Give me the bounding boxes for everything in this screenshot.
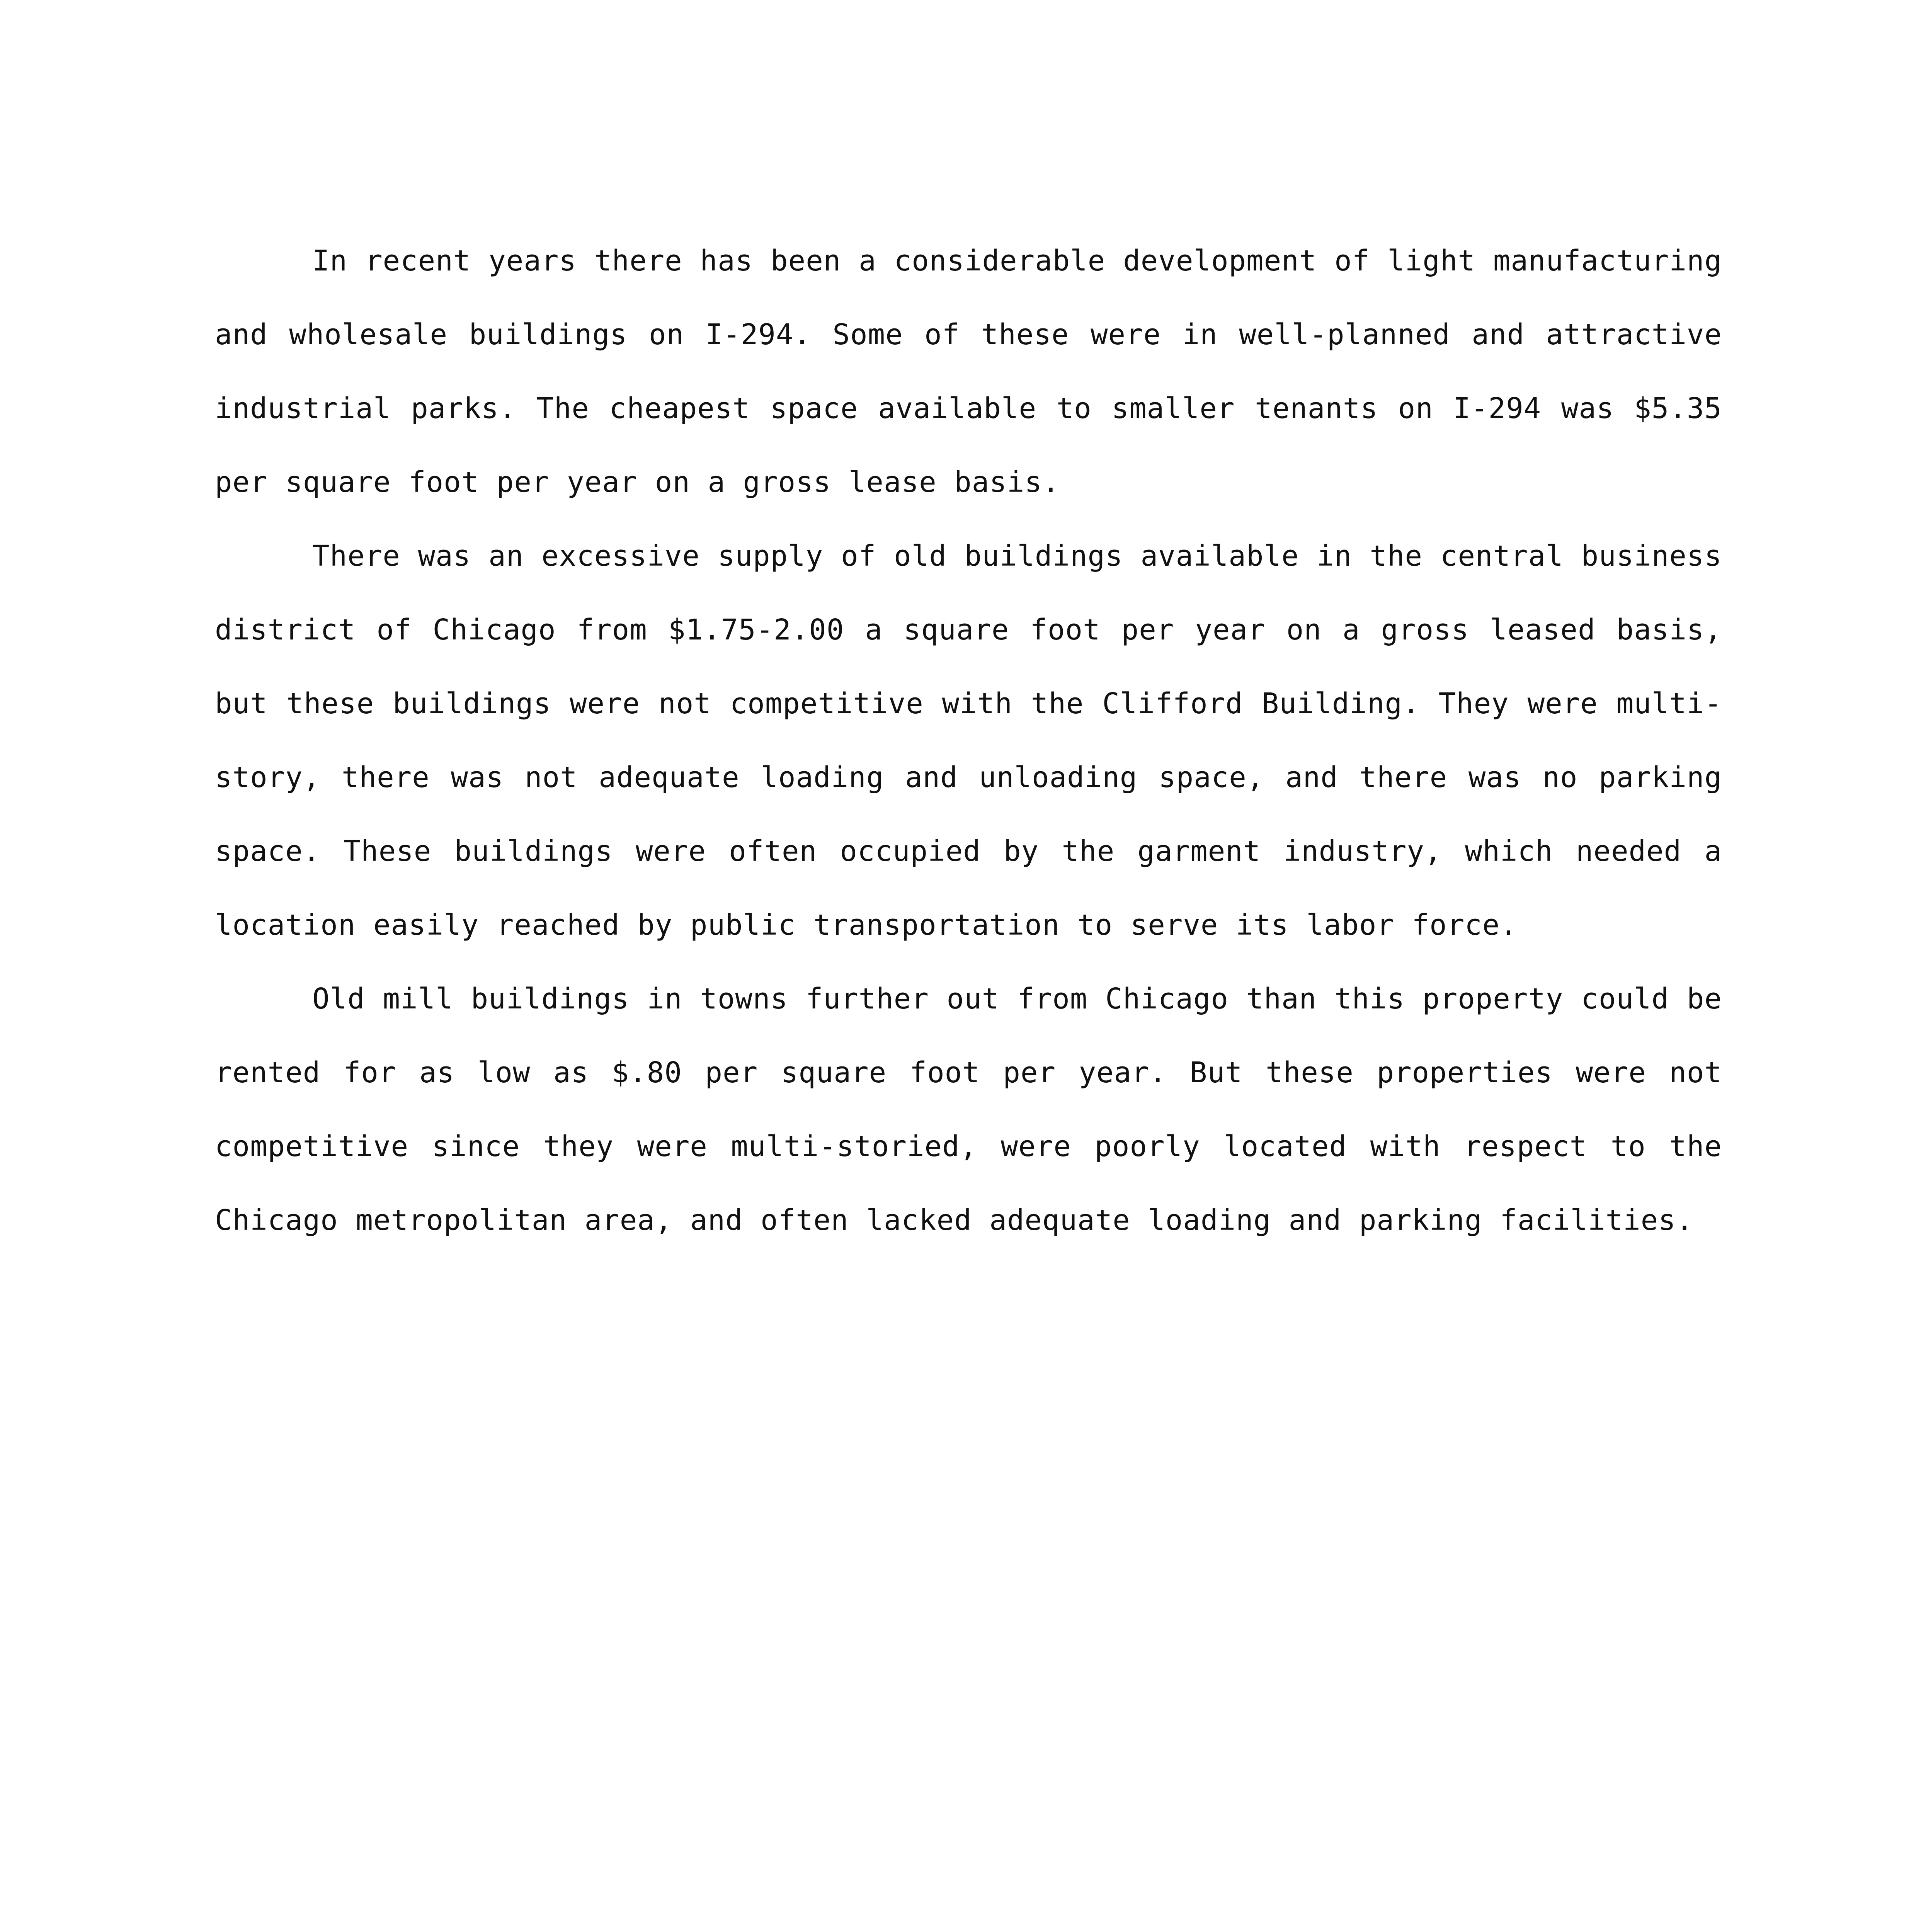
paragraph-i-294-development: In recent years there has been a considerable development of light manufacturing and wholesale buildings on I-294. Some of these were in well-planned and attractive industrial parks. The cheapest space available to smaller tenants on I-294 was $5.35 per square foot per year on a gross lease basis. — [215, 244, 1722, 499]
paragraph-old-mill-buildings: Old mill buildings in towns further out from Chicago than this property could be rented for as low as $.80 per square foot per year. But these properties were not competitive since they were multi-storied, were poorly located with respect to the Chicago metropolitan area, and often lacked adequate loading and parking facilities. — [215, 982, 1722, 1237]
body-text — [215, 224, 1722, 1257]
paragraph-central-business-district: There was an excessive supply of old buildings available in the central business district of Chicago from $1.75-2.00 a square foot per year on a gross leased basis, but these buildings were not competitive with the Clifford Building. They were multi-story, there was not adequate loading and unloading space, and there was no parking space. These buildings were often occupied by the garment industry, which needed a location easily reached by public transportation to serve its labor force. — [215, 539, 1722, 942]
